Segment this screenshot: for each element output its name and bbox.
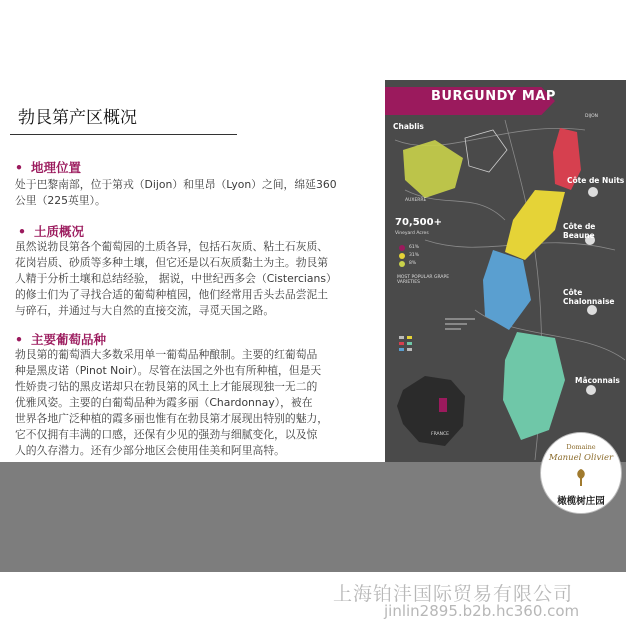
bullet-icon: • [15,332,23,347]
section-body-soil: 虽然说勃艮第各个葡萄园的土质各异，包括石灰质、粘土石灰质、 花岗岩质、砂质等多种土壤，但它还是以石灰质黏土为主。勃艮第 人精于分析土壤和总结经验， 据说，中世纪西多会（Cistercians） 的修士们为了寻找合适的葡萄种植园，他们经常用舌头去品尝泥土 与碎石，并通过与大自然的直接交流，寻觅天国之路。 [15,240,337,317]
map-graphic [385,80,626,462]
map-title: BURGUNDY MAP [431,89,556,104]
vineyard-acres-value: 70,500+ [395,217,442,228]
tree-icon [574,467,588,487]
grape-pct-3: 8% [409,261,417,266]
region-maconnais [503,332,565,440]
label-maconnais: Mâconnais [575,376,620,385]
gray-footer-band [0,462,626,572]
bullet-icon: • [18,224,26,239]
section-heading-location: • 地理位置 [15,160,82,175]
section-heading-grapes: • 主要葡萄品种 [15,332,107,347]
label-cote-de-nuits: Côte de Nuits [567,176,625,185]
watermark-url: jinlin2895.b2b.hc360.com [384,602,580,620]
label-cote-de-beaune: Côte de Beaune [563,222,596,240]
domaine-logo: Domaine Manuel Olivier 橄榄树庄园 [540,432,622,514]
label-france: FRANCE [431,432,449,437]
label-dijon: DIJON [585,114,599,119]
region-cote-de-beaune [505,190,565,260]
label-auxerre: AUXERRE [405,198,427,203]
bullet-icon: • [15,160,23,175]
page-title: 勃艮第产区概况 [18,108,137,128]
watermark-company: 上海铂沣国际贸易有限公司 [333,583,574,605]
section-heading-soil: • 土质概况 [18,224,85,239]
grape-pct-2: 31% [409,253,420,258]
vineyard-acres-label: Vineyard Acres [395,231,429,236]
region-chablis [403,140,463,198]
label-chablis: Chablis [393,122,424,131]
grape-varieties-heading: MOST POPULAR GRAPE VARIETIES [397,275,450,285]
grape-pct-1: 61% [409,245,420,250]
section-body-grapes: 勃艮第的葡萄酒大多数采用单一葡萄品种酿制。主要的红葡萄品 种是黑皮诺（Pinot Noir）。尽管在法国之外也有所种植，但是天 性娇贵刁钻的黑皮诺却只在勃艮第的风土上才能展现独一无二的 优雅风姿。主要的白葡萄品种为霞多丽（Chardonnay），被在 世界各地广泛种植的霞多丽也惟有在勃艮第才展现出特别的魅力， 它不仅拥有丰满的口感，还保有少见的强劲与细腻变化，以及惊 人的久存潜力。还有少部分地区会使用佳美和阿里高特。 [15,348,329,457]
section-body-location: 处于巴黎南部，位于第戎（Dijon）和里昂（Lyon）之间，绵延360 公里（225英里）。 [15,178,337,207]
title-underline [10,134,237,135]
region-cote-chalonnaise [483,250,531,330]
label-cote-chalonnaise: Côte Chalonnaise [563,288,615,306]
burgundy-map-image [385,80,626,462]
